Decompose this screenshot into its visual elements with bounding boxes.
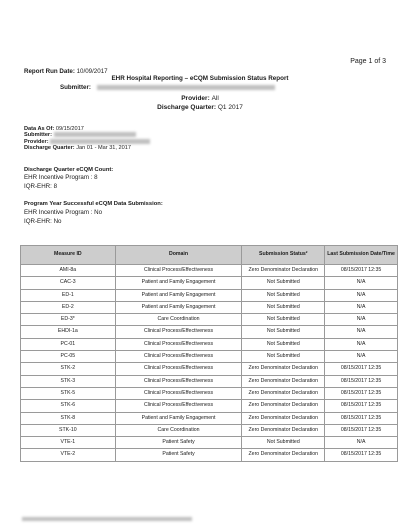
table-row <box>21 314 398 326</box>
last-submission-cell: 08/15/2017 12:35 <box>325 449 398 461</box>
quarter-line <box>0 104 400 111</box>
status-cell: Not Submitted <box>242 314 325 326</box>
measure-id-cell: STK-10 <box>21 424 116 436</box>
redacted-block-submitter <box>54 132 136 137</box>
status-cell: Not Submitted <box>242 326 325 338</box>
status-cell: Zero Denominator Declaration <box>242 375 325 387</box>
table-header-row <box>21 246 398 265</box>
status-cell: Not Submitted <box>242 277 325 289</box>
run-date-label: Report Run Date: <box>24 68 75 75</box>
status-cell: Zero Denominator Declaration <box>242 412 325 424</box>
last-submission-cell: N/A <box>325 338 398 350</box>
measure-id-cell: PC-05 <box>21 351 116 363</box>
last-submission-cell: N/A <box>325 326 398 338</box>
status-cell: Zero Denominator Declaration <box>242 363 325 375</box>
status-cell: Zero Denominator Declaration <box>242 265 325 277</box>
last-submission-cell: N/A <box>325 314 398 326</box>
status-cell: Zero Denominator Declaration <box>242 387 325 399</box>
domain-cell: Patient Safety <box>115 437 242 449</box>
last-submission-cell: N/A <box>325 351 398 363</box>
measure-id-cell: STK-8 <box>21 412 116 424</box>
quarter-label: Discharge Quarter: <box>157 104 217 111</box>
measure-id-cell: ED-1 <box>21 289 116 301</box>
measure-id-cell: ED-3* <box>21 314 116 326</box>
status-cell: Not Submitted <box>242 289 325 301</box>
table-row <box>21 375 398 387</box>
status-cell: Zero Denominator Declaration <box>242 449 325 461</box>
last-submission-cell: 08/15/2017 12:35 <box>325 375 398 387</box>
domain-cell: Clinical Process/Effectiveness <box>115 363 242 375</box>
domain-cell: Clinical Process/Effectiveness <box>115 326 242 338</box>
report-title: EHR Hospital Reporting – eCQM Submission Status Report <box>111 75 289 82</box>
table-row <box>21 363 398 375</box>
domain-cell: Clinical Process/Effectiveness <box>115 387 242 399</box>
program-year-iqr: IQR-EHR: No <box>24 218 62 225</box>
last-submission-cell: N/A <box>325 301 398 313</box>
status-cell: Not Submitted <box>242 301 325 313</box>
measure-id-cell: EHDI-1a <box>21 326 116 338</box>
table-row <box>21 449 398 461</box>
table-row <box>21 289 398 301</box>
measure-id-cell: CAC-3 <box>21 277 116 289</box>
table-row <box>21 326 398 338</box>
redacted-block-provider <box>50 139 150 144</box>
data-as-of-block <box>24 126 150 151</box>
table-row <box>21 400 398 412</box>
table-row <box>21 424 398 436</box>
measure-id-cell: AMI-8a <box>21 265 116 277</box>
last-submission-cell: 08/15/2017 12:35 <box>325 424 398 436</box>
table-row <box>21 351 398 363</box>
col-header-measure-id: Measure ID <box>21 246 116 265</box>
ecqm-count-ehr: EHR Incentive Program : 8 <box>24 174 98 181</box>
submission-status-table <box>20 245 398 462</box>
table-row <box>21 277 398 289</box>
status-cell: Zero Denominator Declaration <box>242 424 325 436</box>
table-row <box>21 301 398 313</box>
submitter-label: Submitter: <box>60 84 91 91</box>
redacted-footer <box>22 510 192 528</box>
page-number: Page 1 of 3 <box>350 58 386 65</box>
header-submitter <box>60 84 275 91</box>
col-header-domain: Domain <box>115 246 242 265</box>
run-date-value: 10/09/2017 <box>76 68 108 75</box>
program-year-ehr: EHR Incentive Program : No <box>24 209 103 216</box>
block-provider-line: Provider: <box>24 139 150 145</box>
domain-cell: Care Coordination <box>115 314 242 326</box>
domain-cell: Clinical Process/Effectiveness <box>115 375 242 387</box>
status-cell: Zero Denominator Declaration <box>242 400 325 412</box>
last-submission-cell: 08/15/2017 12:35 <box>325 412 398 424</box>
measure-id-cell: PC-01 <box>21 338 116 350</box>
redacted-submitter <box>97 85 275 90</box>
table-row <box>21 412 398 424</box>
domain-cell: Patient and Family Engagement <box>115 301 242 313</box>
last-submission-cell: 08/15/2017 12:35 <box>325 363 398 375</box>
measure-id-cell: VTE-2 <box>21 449 116 461</box>
measure-id-cell: STK-6 <box>21 400 116 412</box>
domain-cell: Care Coordination <box>115 424 242 436</box>
last-submission-cell: N/A <box>325 437 398 449</box>
domain-cell: Patient and Family Engagement <box>115 289 242 301</box>
provider-label: Provider: <box>181 95 210 102</box>
quarter-value: Q1 2017 <box>217 104 243 111</box>
domain-cell: Patient and Family Engagement <box>115 277 242 289</box>
domain-cell: Clinical Process/Effectiveness <box>115 351 242 363</box>
last-submission-cell: N/A <box>325 277 398 289</box>
status-cell: Not Submitted <box>242 338 325 350</box>
block-quarter-line: Discharge Quarter: Jan 01 - Mar 31, 2017 <box>24 144 131 151</box>
col-header-last-submission: Last Submission Date/Time <box>325 246 398 265</box>
last-submission-cell: 08/15/2017 12:35 <box>325 265 398 277</box>
data-as-of-line: Data As Of: 09/15/2017 <box>24 126 84 132</box>
last-submission-cell: 08/15/2017 12:35 <box>325 400 398 412</box>
status-cell: Not Submitted <box>242 351 325 363</box>
measure-id-cell: VTE-1 <box>21 437 116 449</box>
last-submission-cell: N/A <box>325 289 398 301</box>
table-row <box>21 338 398 350</box>
ecqm-count-heading: Discharge Quarter eCQM Count: <box>24 167 114 173</box>
domain-cell: Clinical Process/Effectiveness <box>115 265 242 277</box>
block-submitter-line: Submitter: <box>24 132 150 138</box>
provider-value: All <box>211 95 219 102</box>
domain-cell: Clinical Process/Effectiveness <box>115 400 242 412</box>
domain-cell: Patient Safety <box>115 449 242 461</box>
measure-id-cell: STK-2 <box>21 363 116 375</box>
table-row <box>21 387 398 399</box>
provider-line <box>0 95 400 102</box>
measure-id-cell: STK-5 <box>21 387 116 399</box>
measure-id-cell: STK-3 <box>21 375 116 387</box>
status-cell: Not Submitted <box>242 437 325 449</box>
measure-id-cell: ED-2 <box>21 301 116 313</box>
ecqm-count-iqr: IQR-EHR: 8 <box>24 183 58 190</box>
domain-cell: Patient and Family Engagement <box>115 412 242 424</box>
program-year-heading: Program Year Successful eCQM Data Submission: <box>24 201 163 207</box>
table-row <box>21 265 398 277</box>
table-row <box>21 437 398 449</box>
report-run-date <box>24 68 108 75</box>
domain-cell: Clinical Process/Effectiveness <box>115 338 242 350</box>
last-submission-cell: 08/15/2017 12:35 <box>325 387 398 399</box>
col-header-status: Submission Status² <box>242 246 325 265</box>
